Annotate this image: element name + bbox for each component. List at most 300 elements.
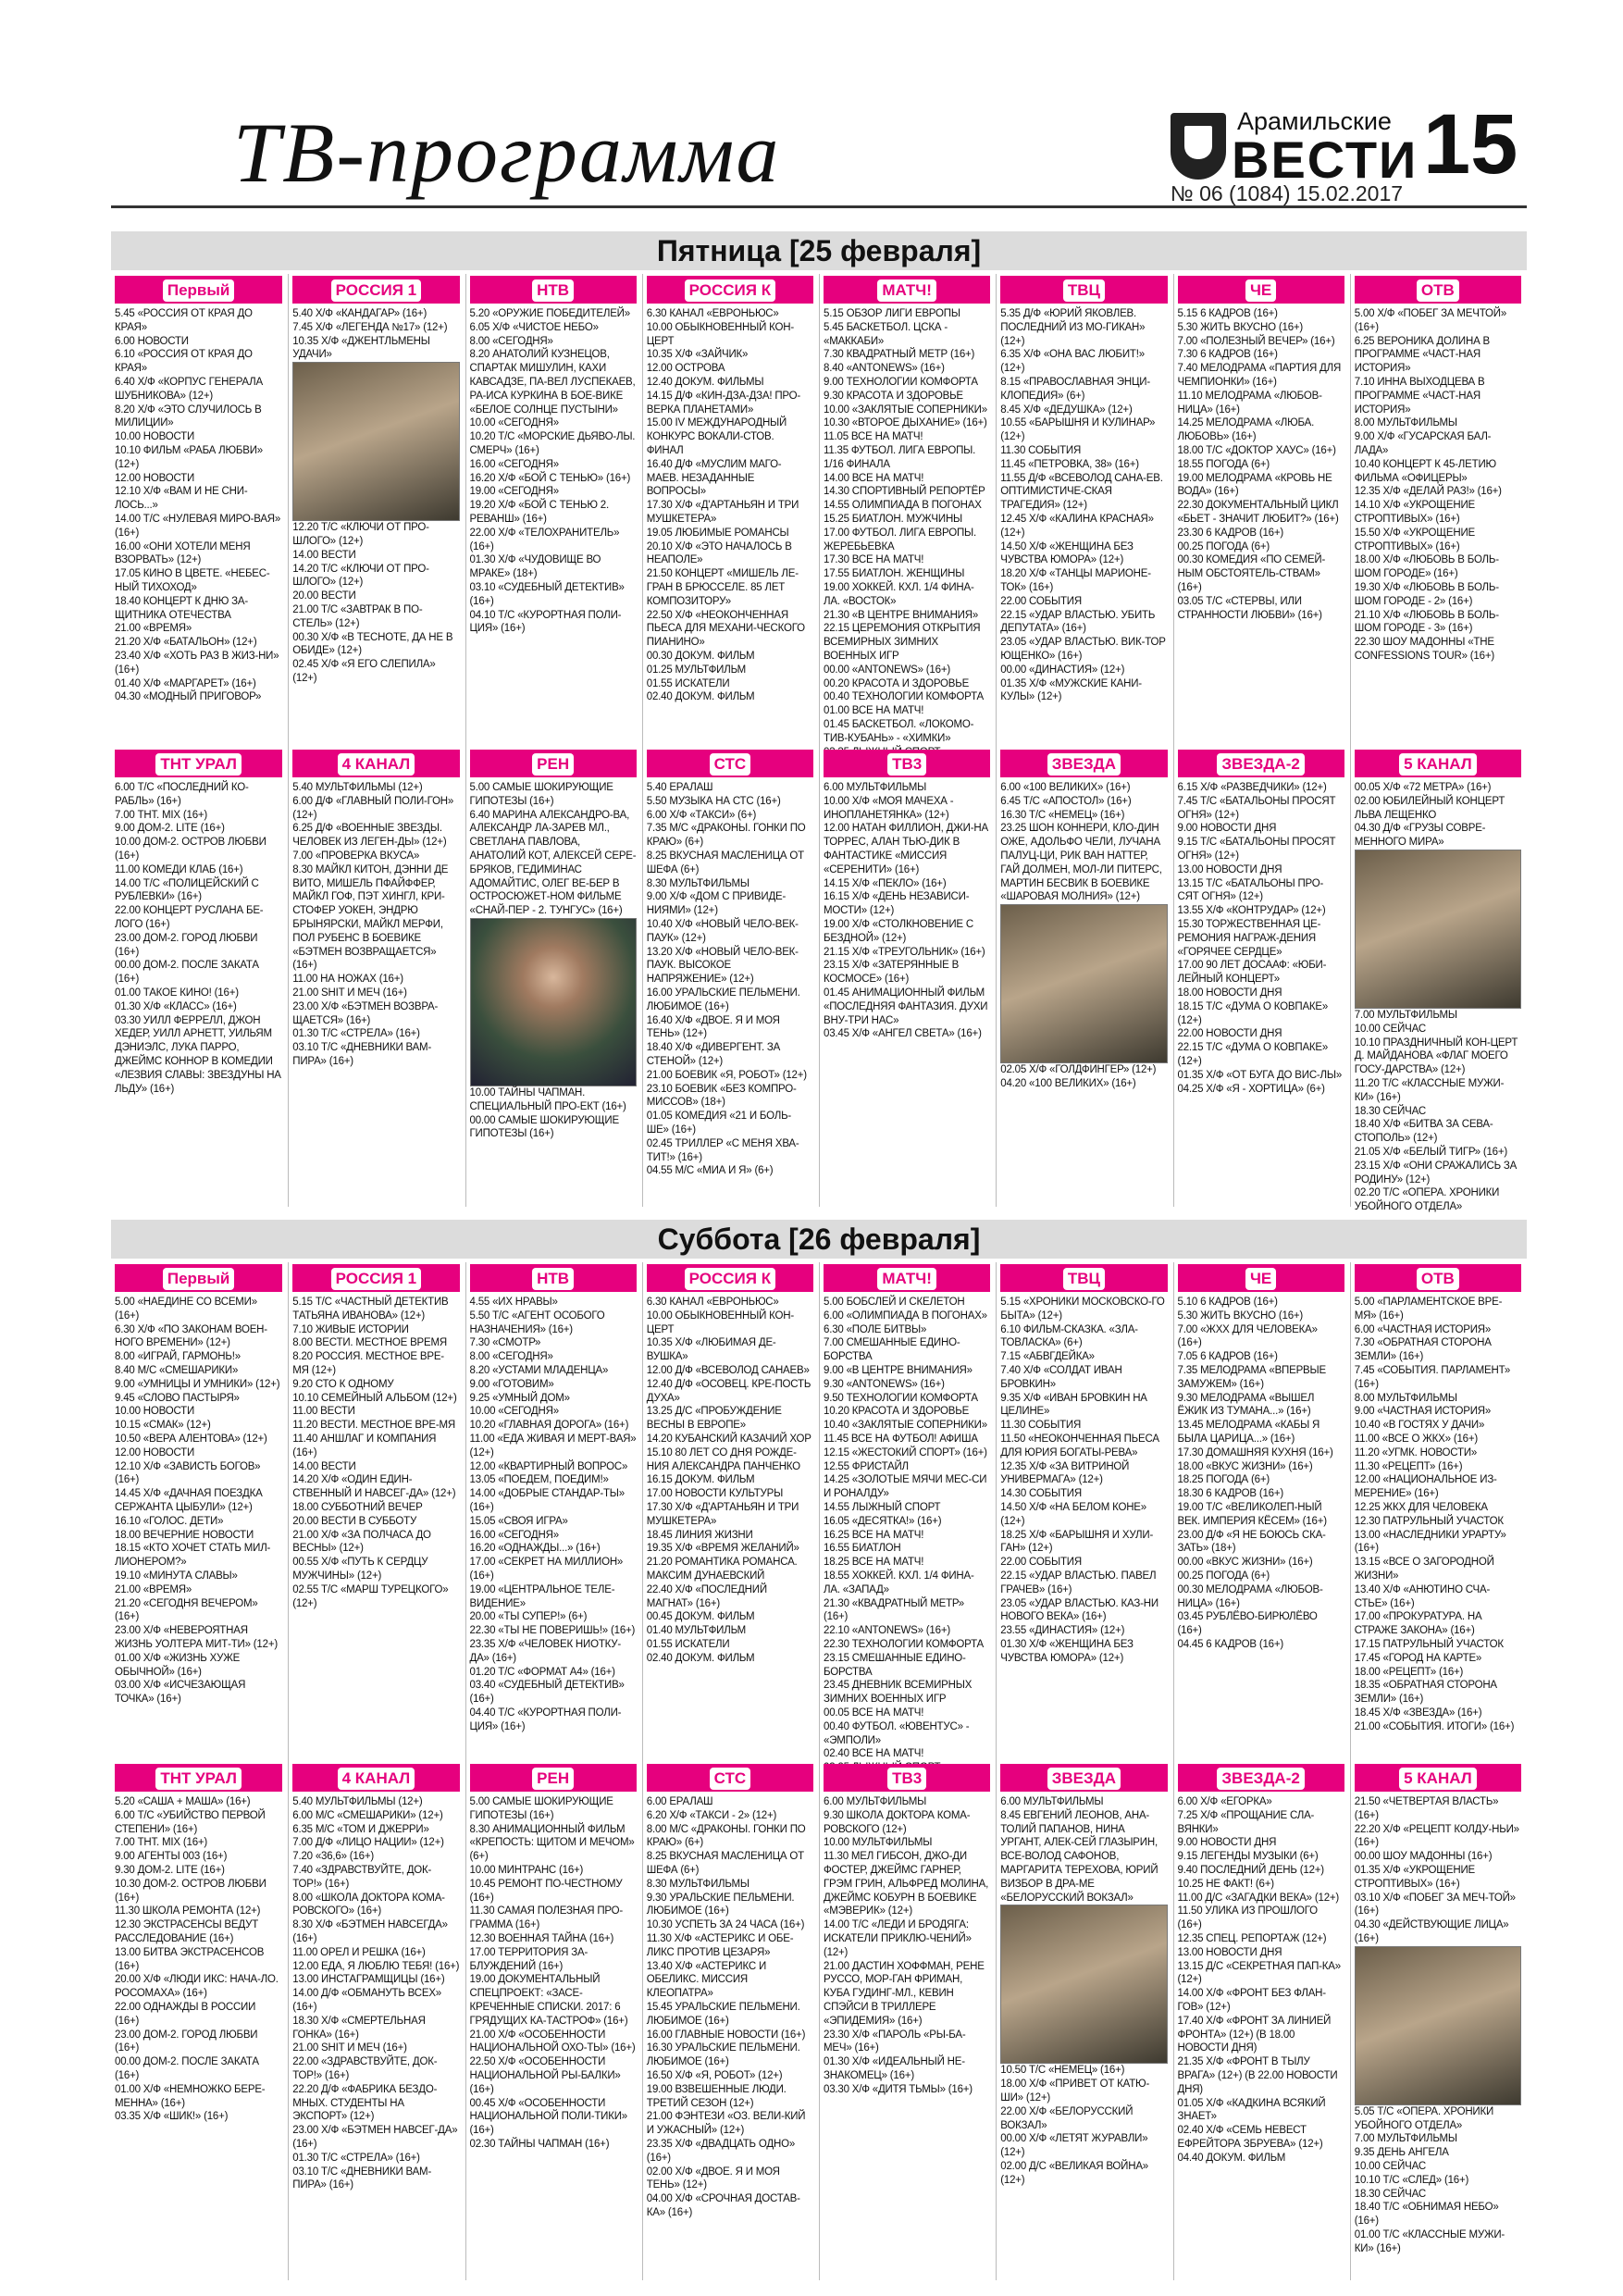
channel-column bbox=[1173, 1262, 1346, 1762]
program-entry: 16.40 Д/Ф «МУСЛИМ МАГО-МАЕВ. НЕЗАДАННЫЕ ВОПРОСЫ» bbox=[646, 458, 782, 498]
channel-logo bbox=[1355, 1264, 1521, 1292]
program-entry: 04.10 Т/С «КУРОРТНАЯ ПОЛИ-ЦИЯ» (16+) bbox=[469, 609, 622, 635]
program-list bbox=[1355, 781, 1521, 1214]
program-entry: 8.25 ВКУСНАЯ МАСЛЕНИЦА ОТ ШЕФА (6+) bbox=[646, 1851, 804, 1876]
program-entry: 10.55 «БАРЫШНЯ И КУЛИНАР» (12+) bbox=[1000, 417, 1156, 443]
program-entry: 01.00 Х/Ф «НЕМНОЖКО БЕРЕ-МЕННА» (16+) bbox=[115, 2083, 266, 2109]
channel-column bbox=[288, 1262, 461, 1762]
program-entry: 9.00 «УМНИЦЫ И УМНИКИ» (12+) bbox=[115, 1378, 280, 1390]
program-entry: 02.30 ТАЙНЫ ЧАПМАН (16+) bbox=[469, 2138, 610, 2150]
program-entry: 7.00 «ПРОВЕРКА ВКУСА» bbox=[292, 850, 420, 862]
program-entry: 00.05 Х/Ф «72 МЕТРА» (16+) bbox=[1354, 782, 1492, 793]
program-entry: 18.00 Х/Ф «ЛЮБОВЬ В БОЛЬ-ШОМ ГОРОДЕ» (16+) bbox=[1354, 554, 1499, 580]
program-entry: 00.45 Х/Ф «ОСОБЕННОСТИ НАЦИОНАЛЬНОЙ ПОЛИ-ТИКИ» (16+) bbox=[469, 2097, 627, 2137]
program-entry: 00.25 ПОГОДА (6+) bbox=[1177, 540, 1270, 552]
program-entry: 14.00 ВЕСТИ bbox=[292, 1460, 356, 1472]
program-entry: 13.15 Д/С «СЕКРЕТНАЯ ПАП-КА» (12+) bbox=[1177, 1960, 1341, 1986]
program-entry: 17.45 «ГОРОД НА КАРТЕ» bbox=[1354, 1652, 1482, 1664]
program-entry: 18.40 Х/Ф «ДИВЕРГЕНТ. ЗА СТЕНОЙ» (12+) bbox=[646, 1042, 781, 1067]
program-entry: 10.50 «ВЕРА АЛЕНТОВА» (12+) bbox=[115, 1433, 267, 1445]
program-entry: 6.00 «100 ВЕЛИКИХ» (16+) bbox=[1000, 782, 1131, 793]
program-entry: 17.05 КИНО В ЦВЕТЕ. «НЕБЕС-НЫЙ ТИХОХОД» bbox=[115, 568, 270, 593]
program-entry: 5.50 Т/С «АГЕНТ ОСОБОГО НАЗНАЧЕНИЯ» (16+) bbox=[469, 1309, 605, 1335]
friday-top-grid bbox=[111, 274, 1527, 748]
program-entry: 00.00 Х/Ф «ЛЕТЯТ ЖУРАВЛИ» (12+) bbox=[1000, 2133, 1148, 2159]
program-entry: 21.50 КОНЦЕРТ «МИШЕЛЬ ЛЕ-ГРАН В БРЮССЕЛЕ. 85 ЛЕТ КОМПОЗИТОРУ» bbox=[646, 568, 799, 607]
program-entry: 6.00 «ЧАСТНАЯ ИСТОРИЯ» bbox=[1354, 1323, 1492, 1335]
program-entry: 14.00 ВСЕ НА МАТЧ! bbox=[824, 472, 924, 484]
program-entry: 21.30 «КВАДРАТНЫЙ МЕТР» (16+) bbox=[824, 1597, 964, 1623]
program-entry: 18.35 «ОБРАТНАЯ СТОРОНА ЗЕМЛИ» (16+) bbox=[1354, 1680, 1497, 1706]
program-entry: 10.10 Т/С «СЛЕД» (16+) bbox=[1354, 2174, 1469, 2186]
program-entry: 8.20 Х/Ф «ЭТО СЛУЧИЛОСЬ В МИЛИЦИИ» bbox=[115, 403, 262, 429]
program-entry: 17.00 90 ЛЕТ ДОСААФ: «ЮБИ-ЛЕЙНЫЙ КОНЦЕРТ» bbox=[1177, 960, 1327, 986]
program-list bbox=[824, 307, 990, 759]
program-entry: 11.00 «ЕДА ЖИВАЯ И МЕРТ-ВАЯ» (12+) bbox=[469, 1433, 637, 1458]
program-entry: 9.30 ДОМ-2. LITE (16+) bbox=[115, 1864, 225, 1876]
program-entry: 16.00 «СЕГОДНЯ» bbox=[469, 1529, 559, 1541]
program-entry: 11.30 Х/Ф «АСТЕРИКС И ОБЕ-ЛИКС ПРОТИВ ЦЕЗАРЯ» bbox=[646, 1932, 794, 1958]
program-entry: 13.15 «ВСЕ О ЗАГОРОДНОЙ ЖИЗНИ» bbox=[1354, 1557, 1494, 1582]
program-entry: 18.55 ПОГОДА (6+) bbox=[1177, 458, 1270, 470]
program-entry: 5.30 ЖИТЬ ВКУСНО (16+) bbox=[1177, 321, 1304, 333]
channel-logo bbox=[824, 1764, 990, 1792]
program-entry: 15.30 ТОРЖЕСТВЕННАЯ ЦЕ-РЕМОНИЯ НАГРАЖ-ДЕНИЯ «ГОРЯЧЕЕ СЕРДЦЕ» bbox=[1177, 918, 1321, 958]
program-entry: 20.00 ВЕСТИ В СУББОТУ bbox=[292, 1515, 417, 1527]
program-photo bbox=[1355, 1946, 1521, 2105]
program-entry: 14.30 СОБЫТИЯ bbox=[1000, 1488, 1082, 1500]
program-list bbox=[115, 1795, 282, 2124]
program-entry: 01.25 МУЛЬТФИЛЬМ bbox=[646, 664, 747, 676]
channel-name: 5 КАНАЛ bbox=[1399, 1768, 1477, 1790]
program-entry: 19.00 ХОККЕЙ. КХЛ. 1/4 ФИНА-ЛА. «ВОСТОК» bbox=[824, 581, 974, 607]
program-entry: 03.45 РУБЛЁВО-БИРЮЛЁВО (16+) bbox=[1177, 1611, 1318, 1637]
program-entry: 00.00 «ANTONEWS» (16+) bbox=[824, 664, 950, 676]
program-entry: 11.00 КОМЕДИ КЛАБ (16+) bbox=[115, 863, 243, 875]
program-entry: 10.15 «СМАК» (12+) bbox=[115, 1420, 211, 1432]
program-entry: 16.50 Х/Ф «Я, РОБОТ» (12+) bbox=[646, 2069, 783, 2081]
program-entry: 18.00 Х/Ф «ПРИВЕТ ОТ КАТЮ-ШИ» (12+) bbox=[1000, 2079, 1150, 2104]
program-entry: 5.40 МУЛЬТФИЛЬМЫ (12+) bbox=[292, 1796, 423, 1807]
channel-logo bbox=[824, 276, 990, 304]
program-entry: 11.05 ВСЕ НА МАТЧ! bbox=[824, 431, 923, 443]
program-entry: 11.55 Д/Ф «ВСЕВОЛОД САНА-ЕВ. ОПТИМИСТИЧЕ-СКАЯ ТРАГЕДИЯ» (12+) bbox=[1000, 472, 1163, 512]
program-entry: 16.30 Т/С «НЕМЕЦ» (16+) bbox=[1000, 809, 1125, 821]
program-entry: 21.00 SHIT И МЕЧ (16+) bbox=[292, 2042, 407, 2054]
channel-name: НТВ bbox=[532, 279, 574, 302]
program-entry: 01.55 ИСКАТЕЛИ bbox=[646, 1638, 730, 1650]
program-entry: 22.20 Х/Ф «РЕЦЕПТ КОЛДУ-НЬИ» (16+) bbox=[1354, 1823, 1519, 1849]
program-entry: 6.30 КАНАЛ «ЕВРОНЬЮС» bbox=[646, 1297, 779, 1308]
program-entry: 13.00 ИНСТАГРАМЩИЦЫ (16+) bbox=[292, 1974, 445, 1986]
program-entry: 12.30 ПАТРУЛЬНЫЙ УЧАСТОК bbox=[1354, 1515, 1504, 1527]
channel-name: СТС bbox=[710, 753, 751, 776]
program-entry: 23.10 БОЕВИК «БЕЗ КОМПРО-МИССОВ» (18+) bbox=[646, 1083, 797, 1109]
program-list bbox=[292, 307, 459, 686]
program-list bbox=[1355, 1296, 1521, 1734]
program-entry: 6.00 Т/С «ПОСЛЕДНИЙ КО-РАБЛЬ» (16+) bbox=[115, 782, 249, 807]
program-entry: 10.00 «СЕГОДНЯ» bbox=[469, 1406, 559, 1418]
program-entry: 9.00 АГЕНТЫ 003 (16+) bbox=[115, 1851, 228, 1863]
program-entry: 7.35 МЕЛОДРАМА «ВПЕРВЫЕ ЗАМУЖЕМ» (16+) bbox=[1177, 1364, 1326, 1390]
friday-heading: Пятница [25 февраля] bbox=[111, 231, 1527, 270]
program-entry: 01.05 КОМЕДИЯ «21 И БОЛЬ-ШЕ» (16+) bbox=[646, 1111, 792, 1136]
program-entry: 16.20 «ОДНАЖДЫ...» (16+) bbox=[469, 1543, 601, 1555]
program-entry: 9.35 ДЕНЬ АНГЕЛА bbox=[1354, 2147, 1449, 2159]
program-entry: 22.15 «УДАР ВЛАСТЬЮ. УБИТЬ ДЕПУТАТА» (16+) bbox=[1000, 609, 1156, 635]
program-entry: 21.00 Х/Ф «ОСОБЕННОСТИ НАЦИОНАЛЬНОЙ ОХО-ТЫ» (16+) bbox=[469, 2029, 636, 2054]
program-entry: 13.55 Х/Ф «КОНТРУДАР» (12+) bbox=[1177, 905, 1326, 917]
program-entry: 14.20 КУБАНСКИЙ КАЗАЧИЙ ХОР bbox=[646, 1433, 812, 1445]
channel-column bbox=[819, 1762, 992, 2280]
program-entry: 19.00 «СЕГОДНЯ» bbox=[469, 486, 559, 498]
channel-column bbox=[1173, 274, 1346, 748]
program-entry: 8.15 «ПРАВОСЛАВНАЯ ЭНЦИ-КЛОПЕДИЯ» (6+) bbox=[1000, 376, 1150, 402]
program-entry: 22.00 КОНЦЕРТ РУСЛАНА БЕ-ЛОГО (16+) bbox=[115, 905, 264, 930]
program-entry: 16.00 ГЛАВНЫЕ НОВОСТИ (16+) bbox=[646, 2029, 806, 2041]
program-entry: 12.55 ФРИСТАЙЛ bbox=[824, 1460, 909, 1472]
program-entry: 19.00 МЕЛОДРАМА «КРОВЬ НЕ ВОДА» (16+) bbox=[1177, 472, 1332, 498]
program-entry: 22.50 Х/Ф «НЕОКОНЧЕННАЯ ПЬЕСА ДЛЯ МЕХАНИ-ЧЕСКОГО ПИАНИНО» bbox=[646, 609, 805, 649]
program-entry: 10.30 УСПЕТЬ ЗА 24 ЧАСА (16+) bbox=[646, 1919, 805, 1931]
program-entry: 10.00 «ЗАКЛЯТЫЕ СОПЕРНИКИ» bbox=[824, 403, 987, 416]
program-entry: 6.30 «ПОЛЕ БИТВЫ» bbox=[824, 1323, 927, 1335]
channel-logo bbox=[1000, 1264, 1167, 1292]
program-entry: 22.30 «ТЫ НЕ ПОВЕРИШЬ!» (16+) bbox=[469, 1625, 636, 1637]
program-entry: 23.00 Х/Ф «БЭТМЕН ВОЗВРА-ЩАЕТСЯ» (16+) bbox=[292, 1000, 439, 1026]
program-entry: 8.00 «СЕГОДНЯ» bbox=[469, 1351, 553, 1363]
program-list bbox=[824, 1296, 990, 1775]
program-entry: 21.50 «ЧЕТВЕРТАЯ ВЛАСТЬ» (16+) bbox=[1354, 1796, 1499, 1821]
program-entry: 23.35 Х/Ф «ДВАДЦАТЬ ОДНО» (16+) bbox=[646, 2138, 796, 2164]
program-entry: 6.40 МАРИНА АЛЕКСАНДРО-ВА, АЛЕКСАНДР ЛА-ЗАРЕВ МЛ., СВЕТЛАНА ПАВЛОВА, АНАТОЛИЙ КОТ, АЛЕКСЕЙ СЕРЕ-БРЯКОВ, ГЕДИМИНАС АДОМАЙТИС, ОЛЕГ ВЕ-БЕР В ОСТРОСЮЖЕТ-НОМ ФИЛЬМЕ «СНАЙ-ПЕР - 2. ТУНГУС» (16+) bbox=[469, 809, 637, 917]
channel-name: ТНТ УРАЛ bbox=[155, 1768, 242, 1790]
channel-column bbox=[288, 1762, 461, 2280]
channel-logo bbox=[647, 750, 813, 777]
channel-name: Первый bbox=[163, 279, 234, 302]
program-entry: 17.30 Х/Ф «Д'АРТАНЬЯН И ТРИ МУШКЕТЕРА» bbox=[646, 500, 799, 525]
program-entry: 13.05 «ПОЕДЕМ, ПОЕДИМ!» bbox=[469, 1474, 609, 1486]
program-entry: 7.30 6 КАДРОВ (16+) bbox=[1177, 349, 1278, 361]
channel-name: Первый bbox=[163, 1268, 234, 1290]
program-entry: 10.40 «В ГОСТЯХ У ДАЧИ» bbox=[1354, 1420, 1485, 1432]
program-entry: 6.30 Х/Ф «ПО ЗАКОНАМ ВОЕН-НОГО ВРЕМЕНИ» (12+) bbox=[115, 1323, 267, 1349]
program-entry: 18.00 Т/С «ДОКТОР ХАУС» (16+) bbox=[1177, 444, 1336, 456]
program-entry: 6.45 Т/С «АПОСТОЛ» (16+) bbox=[1000, 795, 1132, 807]
program-entry: 23.15 Х/Ф «ЗАТЕРЯННЫЕ В КОСМОСЕ» (16+) bbox=[824, 960, 960, 986]
program-entry: 10.35 Х/Ф «ЗАЙЧИК» bbox=[646, 349, 749, 361]
program-entry: 10.45 РЕМОНТ ПО-ЧЕСТНОМУ (16+) bbox=[469, 1878, 623, 1904]
channel-name: ЗВЕЗДА-2 bbox=[1217, 1768, 1304, 1790]
program-entry: 18.30 6 КАДРОВ (16+) bbox=[1177, 1488, 1283, 1500]
program-entry: 23.45 ДНЕВНИК ВСЕМИРНЫХ ЗИМНИХ ВОЕННЫХ ИГР bbox=[824, 1680, 973, 1706]
program-entry: 11.50 «НЕОКОНЧЕННАЯ ПЬЕСА ДЛЯ ЮРИЯ БОГАТЫ-РЕВА» bbox=[1000, 1433, 1159, 1458]
channel-logo bbox=[115, 1264, 282, 1292]
program-entry: 14.00 Д/Ф «ОБМАНУТЬ ВСЕХ» (16+) bbox=[292, 1988, 441, 2013]
program-entry: 04.30 «ДЕЙСТВУЮЩИЕ ЛИЦА» (16+) bbox=[1354, 1919, 1509, 1944]
program-entry: 7.00 ТНТ. MIX (16+) bbox=[115, 809, 208, 821]
program-entry: 01.30 Х/Ф «ИДЕАЛЬНЫЙ НЕ-ЗНАКОМЕЦ» (16+) bbox=[824, 2056, 965, 2081]
channel-name: ЧЕ bbox=[1245, 279, 1276, 302]
channel-name: СТС bbox=[710, 1768, 751, 1790]
program-entry: 7.05 6 КАДРОВ (16+) bbox=[1177, 1351, 1278, 1363]
program-entry: 03.30 УИЛЛ ФЕРРЕЛЛ, ДЖОН ХЕДЕР, УИЛЛ АРНЕТТ, УИЛЬЯМ ДЭНИЭЛС, ЛУКА ПАРРО, ДЖЕЙМС КОННОР В КОМЕДИИ «ЛЕЗВИЯ СЛАВЫ: ЗВЕЗДУНЫ НА ЛЬДУ» (16+) bbox=[115, 1014, 281, 1095]
program-entry: 03.40 «СУДЕБНЫЙ ДЕТЕКТИВ» (16+) bbox=[469, 1680, 625, 1706]
logo-small-text: Арамильские bbox=[1237, 107, 1392, 135]
program-list bbox=[824, 1795, 990, 2097]
channel-column bbox=[1173, 748, 1346, 1207]
program-entry: 14.20 Х/Ф «ОДИН ЕДИН-СТВЕННЫЙ И НАВСЕГ-ДА» (12+) bbox=[292, 1474, 456, 1500]
program-entry: 15.05 «СВОЯ ИГРА» bbox=[469, 1515, 568, 1527]
program-entry: 9.30 УРАЛЬСКИЕ ПЕЛЬМЕНИ. ЛЮБИМОЕ (16+) bbox=[646, 1892, 795, 1917]
channel-column bbox=[996, 274, 1169, 748]
program-entry: 00.00 «ВКУС ЖИЗНИ» (16+) bbox=[1177, 1557, 1313, 1569]
program-list bbox=[292, 781, 459, 1069]
program-entry: 11.00 НА НОЖАХ (16+) bbox=[292, 974, 403, 986]
program-list bbox=[115, 307, 282, 704]
program-entry: 02.00 Д/С «ВЕЛИКАЯ ВОЙНА» (12+) bbox=[1000, 2160, 1148, 2186]
program-entry: 14.15 Х/Ф «ПЕКЛО» (16+) bbox=[824, 877, 947, 889]
program-entry: 03.00 Х/Ф «ИСЧЕЗАЮЩАЯ ТОЧКА» (16+) bbox=[115, 1680, 246, 1706]
program-entry: 04.40 Т/С «КУРОРТНАЯ ПОЛИ-ЦИЯ» (16+) bbox=[469, 1706, 622, 1732]
program-entry: 13.40 Х/Ф «АСТЕРИКС И ОБЕЛИКС. МИССИЯ КЛЕОПАТРА» bbox=[646, 1960, 767, 2000]
program-entry: 9.15 Т/С «БАТАЛЬОНЫ ПРОСЯТ ОГНЯ» (12+) bbox=[1177, 837, 1336, 862]
program-entry: 8.25 ВКУСНАЯ МАСЛЕНИЦА ОТ ШЕФА (6+) bbox=[646, 850, 804, 875]
program-entry: 13.00 «НАСЛЕДНИКИ УРАРТУ» (16+) bbox=[1354, 1529, 1506, 1555]
program-entry: 5.15 6 КАДРОВ (16+) bbox=[1177, 308, 1278, 319]
program-entry: 10.00 ОБЫКНОВЕННЫЙ КОН-ЦЕРТ bbox=[646, 321, 794, 347]
program-entry: 22.15 Т/С «ДУМА О КОВПАКЕ» (12+) bbox=[1177, 1042, 1329, 1067]
program-entry: 23.05 «УДАР ВЛАСТЬЮ. ВИК-ТОР ЮЩЕНКО» (16+) bbox=[1000, 637, 1166, 662]
program-entry: 04.20 «100 ВЕЛИКИХ» (16+) bbox=[1000, 1077, 1136, 1089]
program-entry: 04.00 Х/Ф «СРОЧНАЯ ДОСТАВ-КА» (16+) bbox=[646, 2193, 800, 2218]
program-entry: 22.00 ОДНАЖДЫ В РОССИИ (16+) bbox=[115, 2001, 256, 2027]
channel-name: ТНТ УРАЛ bbox=[155, 753, 242, 776]
program-entry: 6.20 Х/Ф «ТАКСИ - 2» (12+) bbox=[646, 1809, 777, 1821]
channel-name: 4 КАНАЛ bbox=[338, 753, 415, 776]
program-entry: 21.20 «СЕГОДНЯ ВЕЧЕРОМ» (16+) bbox=[115, 1597, 258, 1623]
channel-column bbox=[642, 1762, 815, 2280]
program-entry: 23.55 «ДИНАСТИЯ» (12+) bbox=[1000, 1625, 1125, 1637]
channel-name: РОССИЯ 1 bbox=[331, 279, 422, 302]
program-entry: 7.45 Т/С «БАТАЛЬОНЫ ПРОСЯТ ОГНЯ» (12+) bbox=[1177, 795, 1336, 821]
program-entry: 23.00 ДОМ-2. ГОРОД ЛЮБВИ (16+) bbox=[115, 2029, 258, 2054]
program-entry: 10.50 Т/С «НЕМЕЦ» (16+) bbox=[1000, 2065, 1125, 2077]
program-entry: 17.30 Х/Ф «Д'АРТАНЬЯН И ТРИ МУШКЕТЕРА» bbox=[646, 1501, 799, 1527]
program-entry: 7.40 «ЗДРАВСТВУЙТЕ, ДОК-ТОР!» (16+) bbox=[292, 1864, 432, 1890]
program-entry: 21.15 Х/Ф «ТРЕУГОЛЬНИК» (16+) bbox=[824, 946, 985, 958]
program-entry: 21.00 ФЭНТЕЗИ «ОЗ. ВЕЛИ-КИЙ И УЖАСНЫЙ» (12+) bbox=[646, 2111, 806, 2137]
program-entry: 00.00 ДОМ-2. ПОСЛЕ ЗАКАТА (16+) bbox=[115, 2056, 259, 2081]
program-entry: 10.00 МУЛЬТФИЛЬМЫ bbox=[824, 1837, 933, 1849]
program-entry: 04.55 М/С «МИА И Я» (6+) bbox=[646, 1165, 774, 1177]
program-entry: 10.10 ФИЛЬМ «РАБА ЛЮБВИ» (12+) bbox=[115, 444, 263, 470]
program-entry: 21.30 «В ЦЕНТРЕ ВНИМАНИЯ» bbox=[824, 609, 979, 621]
program-entry: 22.15 ЦЕРЕМОНИЯ ОТКРЫТИЯ ВСЕМИРНЫХ ЗИМНИХ ВОЕННЫХ ИГР bbox=[824, 623, 981, 662]
program-entry: 16.00 «СЕГОДНЯ» bbox=[469, 458, 559, 470]
program-entry: 12.40 Д/Ф «ОСОВЕЦ. КРЕ-ПОСТЬ ДУХА» bbox=[646, 1378, 812, 1404]
program-entry: 5.45 БАСКЕТБОЛ. ЦСКА - «МАККАБИ» bbox=[824, 321, 948, 347]
program-list bbox=[292, 1795, 459, 2192]
program-entry: 14.00 ВЕСТИ bbox=[292, 549, 356, 561]
program-entry: 18.00 «ВКУС ЖИЗНИ» (16+) bbox=[1177, 1460, 1313, 1472]
program-entry: 8.45 Х/Ф «ДЕДУШКА» (12+) bbox=[1000, 403, 1133, 416]
program-entry: 02.00 Х/Ф «ДВОЕ. Я И МОЯ ТЕНЬ» (12+) bbox=[646, 2166, 780, 2191]
program-entry: 8.00 «ШКОЛА ДОКТОРА КОМА-РОВСКОГО» (16+) bbox=[292, 1892, 445, 1917]
program-entry: 10.20 «ГЛАВНАЯ ДОРОГА» (16+) bbox=[469, 1420, 629, 1432]
program-entry: 9.15 ЛЕГЕНДЫ МУЗЫКИ (6+) bbox=[1177, 1851, 1319, 1863]
program-entry: 02.40 ДОКУМ. ФИЛЬМ bbox=[646, 1652, 755, 1664]
program-entry: 18.15 Т/С «ДУМА О КОВПАКЕ» (12+) bbox=[1177, 1000, 1329, 1026]
program-entry: 6.00 Х/Ф «ТАКСИ» (6+) bbox=[646, 809, 757, 821]
program-entry: 14.50 Х/Ф «НА БЕЛОМ КОНЕ» (12+) bbox=[1000, 1501, 1146, 1527]
program-entry: 01.00 ВСЕ НА МАТЧ! bbox=[824, 705, 924, 717]
program-entry: 23.00 Х/Ф «БЭТМЕН НАВСЕГ-ДА» (16+) bbox=[292, 2125, 458, 2150]
channel-name: ЧЕ bbox=[1245, 1268, 1276, 1290]
program-entry: 16.15 ДОКУМ. ФИЛЬМ bbox=[646, 1474, 755, 1486]
channel-logo bbox=[115, 1764, 282, 1792]
program-entry: 22.30 ДОКУМЕНТАЛЬНЫЙ ЦИКЛ «БЬЕТ - ЗНАЧИТ ЛЮБИТ?» (16+) bbox=[1177, 500, 1339, 525]
program-list bbox=[647, 781, 813, 1178]
program-entry: 11.30 «РЕЦЕПТ» (16+) bbox=[1354, 1460, 1463, 1472]
program-entry: 03.10 Т/С «ДНЕВНИКИ ВАМ-ПИРА» (16+) bbox=[292, 2166, 432, 2191]
program-entry: 14.55 ОЛИМПИАДА В ПОГОНАХ bbox=[824, 500, 982, 512]
program-entry: 8.40 М/С «СМЕШАРИКИ» bbox=[115, 1364, 239, 1376]
program-entry: 01.20 Т/С «ФОРМАТ А4» (16+) bbox=[469, 1666, 615, 1678]
program-entry: 8.00 МУЛЬТФИЛЬМЫ bbox=[1354, 1392, 1457, 1404]
program-entry: 18.15 «КТО ХОЧЕТ СТАТЬ МИЛ-ЛИОНЕРОМ?» bbox=[115, 1543, 271, 1569]
program-list bbox=[1000, 1296, 1167, 1666]
program-entry: 17.00 ТЕРРИТОРИЯ ЗА-БЛУЖДЕНИЙ (16+) bbox=[469, 1946, 588, 1972]
program-entry: 11.50 УЛИКА ИЗ ПРОШЛОГО (16+) bbox=[1177, 1905, 1318, 1931]
program-entry: 18.00 СУББОТНИЙ ВЕЧЕР bbox=[292, 1501, 423, 1513]
program-entry: 22.00 Х/Ф «БЕЛОРУССКИЙ ВОКЗАЛ» bbox=[1000, 2105, 1134, 2131]
program-entry: 7.45 Х/Ф «ЛЕГЕНДА №17» (12+) bbox=[292, 321, 448, 333]
channel-name: РЕН bbox=[532, 753, 574, 776]
program-entry: 7.00 ТНТ. MIX (16+) bbox=[115, 1837, 208, 1849]
program-entry: 5.00 Х/Ф «ПОБЕГ ЗА МЕЧТОЙ» (16+) bbox=[1354, 308, 1507, 333]
program-entry: 03.45 Х/Ф «АНГЕЛ СВЕТА» (16+) bbox=[824, 1028, 982, 1040]
program-entry: 13.00 БИТВА ЭКСТРАСЕНСОВ (16+) bbox=[115, 1946, 265, 1972]
program-entry: 9.30 «ANTONEWS» (16+) bbox=[824, 1378, 945, 1390]
channel-logo bbox=[1178, 750, 1344, 777]
program-entry: 18.00 ВЕЧЕРНИЕ НОВОСТИ bbox=[115, 1529, 254, 1541]
program-entry: 6.00 Д/Ф «ГЛАВНЫЙ ПОЛИ-ГОН» (12+) bbox=[292, 795, 454, 821]
program-entry: 14.50 Х/Ф «ЖЕНЩИНА БЕЗ ЧУВСТВА ЮМОРА» (12+) bbox=[1000, 540, 1134, 566]
channel-logo bbox=[292, 1264, 459, 1292]
program-entry: 9.30 КРАСОТА И ЗДОРОВЬЕ bbox=[824, 390, 963, 402]
channel-logo bbox=[647, 276, 813, 304]
program-entry: 23.15 СМЕШАННЫЕ ЕДИНО-БОРСТВА bbox=[824, 1652, 966, 1678]
program-entry: 02.40 ВСЕ НА МАТЧ! bbox=[824, 1748, 924, 1760]
channel-column bbox=[1350, 274, 1523, 748]
channel-column bbox=[1350, 1262, 1523, 1762]
program-entry: 5.00 БОБСЛЕЙ И СКЕЛЕТОН bbox=[824, 1297, 965, 1308]
program-entry: 02.40 ДОКУМ. ФИЛЬМ bbox=[646, 691, 755, 703]
program-entry: 5.00 «НАЕДИНЕ СО ВСЕМИ» (16+) bbox=[115, 1297, 257, 1322]
program-entry: 12.10 Х/Ф «ВАМ И НЕ СНИ-ЛОСЬ...» bbox=[115, 486, 248, 512]
program-list bbox=[470, 1795, 637, 2152]
program-entry: 17.30 ВСЕ НА МАТЧ! bbox=[824, 554, 924, 566]
program-entry: 6.15 Х/Ф «РАЗВЕДЧИКИ» (12+) bbox=[1177, 782, 1327, 793]
program-entry: 18.25 Х/Ф «БАРЫШНЯ И ХУЛИ-ГАН» (12+) bbox=[1000, 1529, 1154, 1555]
program-entry: 10.40 КОНЦЕРТ К 45-ЛЕТИЮ ФИЛЬМА «ОФИЦЕРЫ» bbox=[1354, 458, 1496, 484]
program-entry: 12.35 СПЕЦ. РЕПОРТАЖ (12+) bbox=[1177, 1932, 1327, 1944]
channel-name: ЗВЕЗДА bbox=[1047, 1768, 1121, 1790]
program-entry: 21.00 ДАСТИН ХОФФМАН, РЕНЕ РУССО, МОР-ГАН ФРИМАН, КУБА ГУДИНГ-МЛ., КЕВИН СПЭЙСИ В ТРИЛЛЕРЕ «ЭПИДЕМИЯ» (16+) bbox=[824, 1960, 985, 2027]
program-entry: 00.30 МЕЛОДРАМА «ЛЮБОВ-НИЦА» (16+) bbox=[1177, 1583, 1323, 1609]
program-entry: 12.30 ВОЕННАЯ ТАЙНА (16+) bbox=[469, 1932, 614, 1944]
channel-column bbox=[111, 1762, 284, 2280]
program-entry: 01.35 Х/Ф «УКРОЩЕНИЕ СТРОПТИВЫХ» (16+) bbox=[1354, 1864, 1475, 1890]
program-entry: 19.00 ДОКУМЕНТАЛЬНЫЙ СПЕЦПРОЕКТ: «ЗАСЕ-КРЕЧЕННЫЕ СПИСКИ. 2017: 6 ГРЯДУЩИХ КА-ТАСТРОФ» (16+) bbox=[469, 1974, 628, 2027]
program-entry: 04.25 Х/Ф «Я - ХОРТИЦА» (6+) bbox=[1177, 1083, 1325, 1095]
program-entry: 23.15 Х/Ф «ОНИ СРАЖАЛИСЬ ЗА РОДИНУ» (12+) bbox=[1354, 1160, 1518, 1185]
program-entry: 19.30 Х/Ф «ЛЮБОВЬ В БОЛЬ-ШОМ ГОРОДЕ - 2» (16+) bbox=[1354, 581, 1499, 607]
channel-logo bbox=[470, 1764, 637, 1792]
program-entry: 7.00 Д/Ф «ЛИЦО НАЦИИ» (12+) bbox=[292, 1837, 444, 1849]
program-entry: 17.40 Х/Ф «ФРОНТ ЗА ЛИНИЕЙ ФРОНТА» (12+) (В 18.00 НОВОСТИ ДНЯ) bbox=[1177, 2015, 1332, 2054]
channel-logo bbox=[647, 1764, 813, 1792]
program-entry: 21.00 Х/Ф «ЗА ПОЛЧАСА ДО ВЕСНЫ» (12+) bbox=[292, 1529, 431, 1555]
logo-big-text: ВЕСТИ bbox=[1232, 130, 1419, 189]
program-entry: 7.00 СМЕШАННЫЕ ЕДИНО-БОРСТВА bbox=[824, 1337, 960, 1363]
program-entry: 11.00 Д/С «ЗАГАДКИ ВЕКА» (12+) bbox=[1177, 1892, 1340, 1904]
program-entry: 17.15 ПАТРУЛЬНЫЙ УЧАСТОК bbox=[1354, 1638, 1504, 1650]
program-entry: 14.00 Т/С «ПОЛИЦЕЙСКИЙ С РУБЛЕВКИ» (16+) bbox=[115, 877, 259, 903]
channel-logo bbox=[470, 1264, 637, 1292]
channel-column bbox=[996, 1762, 1169, 2280]
channel-column bbox=[996, 748, 1169, 1207]
program-entry: 01.00 Т/С «КЛАССНЫЕ МУЖИ-КИ» (16+) bbox=[1354, 2228, 1505, 2254]
program-entry: 22.20 Д/Ф «ФАБРИКА БЕЗДО-МНЫХ. СТУДЕНТЫ НА ЭКСПОРТ» (12+) bbox=[292, 2083, 438, 2123]
program-entry: 18.40 КОНЦЕРТ К ДНЮ ЗА-ЩИТНИКА ОТЕЧЕСТВА bbox=[115, 595, 248, 621]
program-entry: 01.30 Х/Ф «ЖЕНЩИНА БЕЗ ЧУВСТВА ЮМОРА» (12+) bbox=[1000, 1638, 1134, 1664]
program-entry: 22.00 Х/Ф «ТЕЛОХРАНИТЕЛЬ» (16+) bbox=[469, 527, 620, 552]
program-entry: 10.40 «ЗАКЛЯТЫЕ СОПЕРНИКИ» bbox=[824, 1420, 987, 1432]
channel-column bbox=[819, 274, 992, 748]
channel-column bbox=[642, 274, 815, 748]
program-entry: 6.00 М/С «СМЕШАРИКИ» (12+) bbox=[292, 1809, 443, 1821]
program-entry: 01.55 ИСКАТЕЛИ bbox=[646, 677, 730, 689]
program-entry: 01.30 Х/Ф «КЛАСС» (16+) bbox=[115, 1000, 237, 1012]
channel-logo bbox=[470, 750, 637, 777]
program-entry: 00.55 Х/Ф «ПУТЬ К СЕРДЦУ МУЖЧИНЫ» (12+) bbox=[292, 1557, 428, 1582]
program-entry: 19.00 Т/С «ВЕЛИКОЛЕП-НЫЙ ВЕК. ИМПЕРИЯ КЁСЕМ» (16+) bbox=[1177, 1501, 1327, 1527]
program-entry: 14.55 ЛЫЖНЫЙ СПОРТ bbox=[824, 1501, 941, 1513]
channel-logo bbox=[1000, 750, 1167, 777]
program-entry: 23.05 «УДАР ВЛАСТЬЮ. КАЗ-НИ НОВОГО ВЕКА» (16+) bbox=[1000, 1597, 1158, 1623]
saturday-heading: Суббота [26 февраля] bbox=[111, 1220, 1527, 1259]
program-entry: 6.00 Х/Ф «ЕГОРКА» bbox=[1177, 1796, 1272, 1807]
program-entry: 23.00 ДОМ-2. ГОРОД ЛЮБВИ (16+) bbox=[115, 932, 258, 958]
program-entry: 17.00 НОВОСТИ КУЛЬТУРЫ bbox=[646, 1488, 784, 1500]
program-entry: 12.00 ОСТРОВА bbox=[646, 363, 725, 375]
program-entry: 7.00 МУЛЬТФИЛЬМЫ bbox=[1354, 1009, 1457, 1021]
program-entry: 11.30 ШКОЛА РЕМОНТА (12+) bbox=[115, 1905, 261, 1917]
program-entry: 7.30 КВАДРАТНЫЙ МЕТР (16+) bbox=[824, 349, 975, 361]
program-entry: 7.25 Х/Ф «ПРОЩАНИЕ СЛА-ВЯНКИ» bbox=[1177, 1809, 1315, 1835]
program-entry: 9.00 «В ЦЕНТРЕ ВНИМАНИЯ» bbox=[824, 1364, 973, 1376]
program-entry: 10.10 ПРАЗДНИЧНЫЙ КОН-ЦЕРТ Д. МАЙДАНОВА «ФЛАГ МОЕГО ГОСУ-ДАРСТВА» (12+) bbox=[1354, 1036, 1518, 1076]
program-entry: 18.20 Х/Ф «ТАНЦЫ МАРИОНЕ-ТОК» (16+) bbox=[1000, 568, 1151, 593]
program-entry: 7.40 Х/Ф «СОЛДАТ ИВАН БРОВКИН» bbox=[1000, 1364, 1122, 1390]
program-entry: 6.40 Х/Ф «КОРПУС ГЕНЕРАЛА ШУБНИКОВА» (12+) bbox=[115, 376, 263, 402]
program-entry: 6.25 Д/Ф «ВОЕННЫЕ ЗВЕЗДЫ. ЧЕЛОВЕК ИЗ ЛЕГЕН-ДЫ» (12+) bbox=[292, 823, 447, 849]
program-entry: 18.30 СЕЙЧАС bbox=[1354, 1105, 1426, 1117]
program-entry: 16.15 Х/Ф «ДЕНЬ НЕЗАВИСИ-МОСТИ» (12+) bbox=[824, 891, 970, 917]
program-entry: 12.45 Х/Ф «КАЛИНА КРАСНАЯ» (12+) bbox=[1000, 513, 1154, 539]
